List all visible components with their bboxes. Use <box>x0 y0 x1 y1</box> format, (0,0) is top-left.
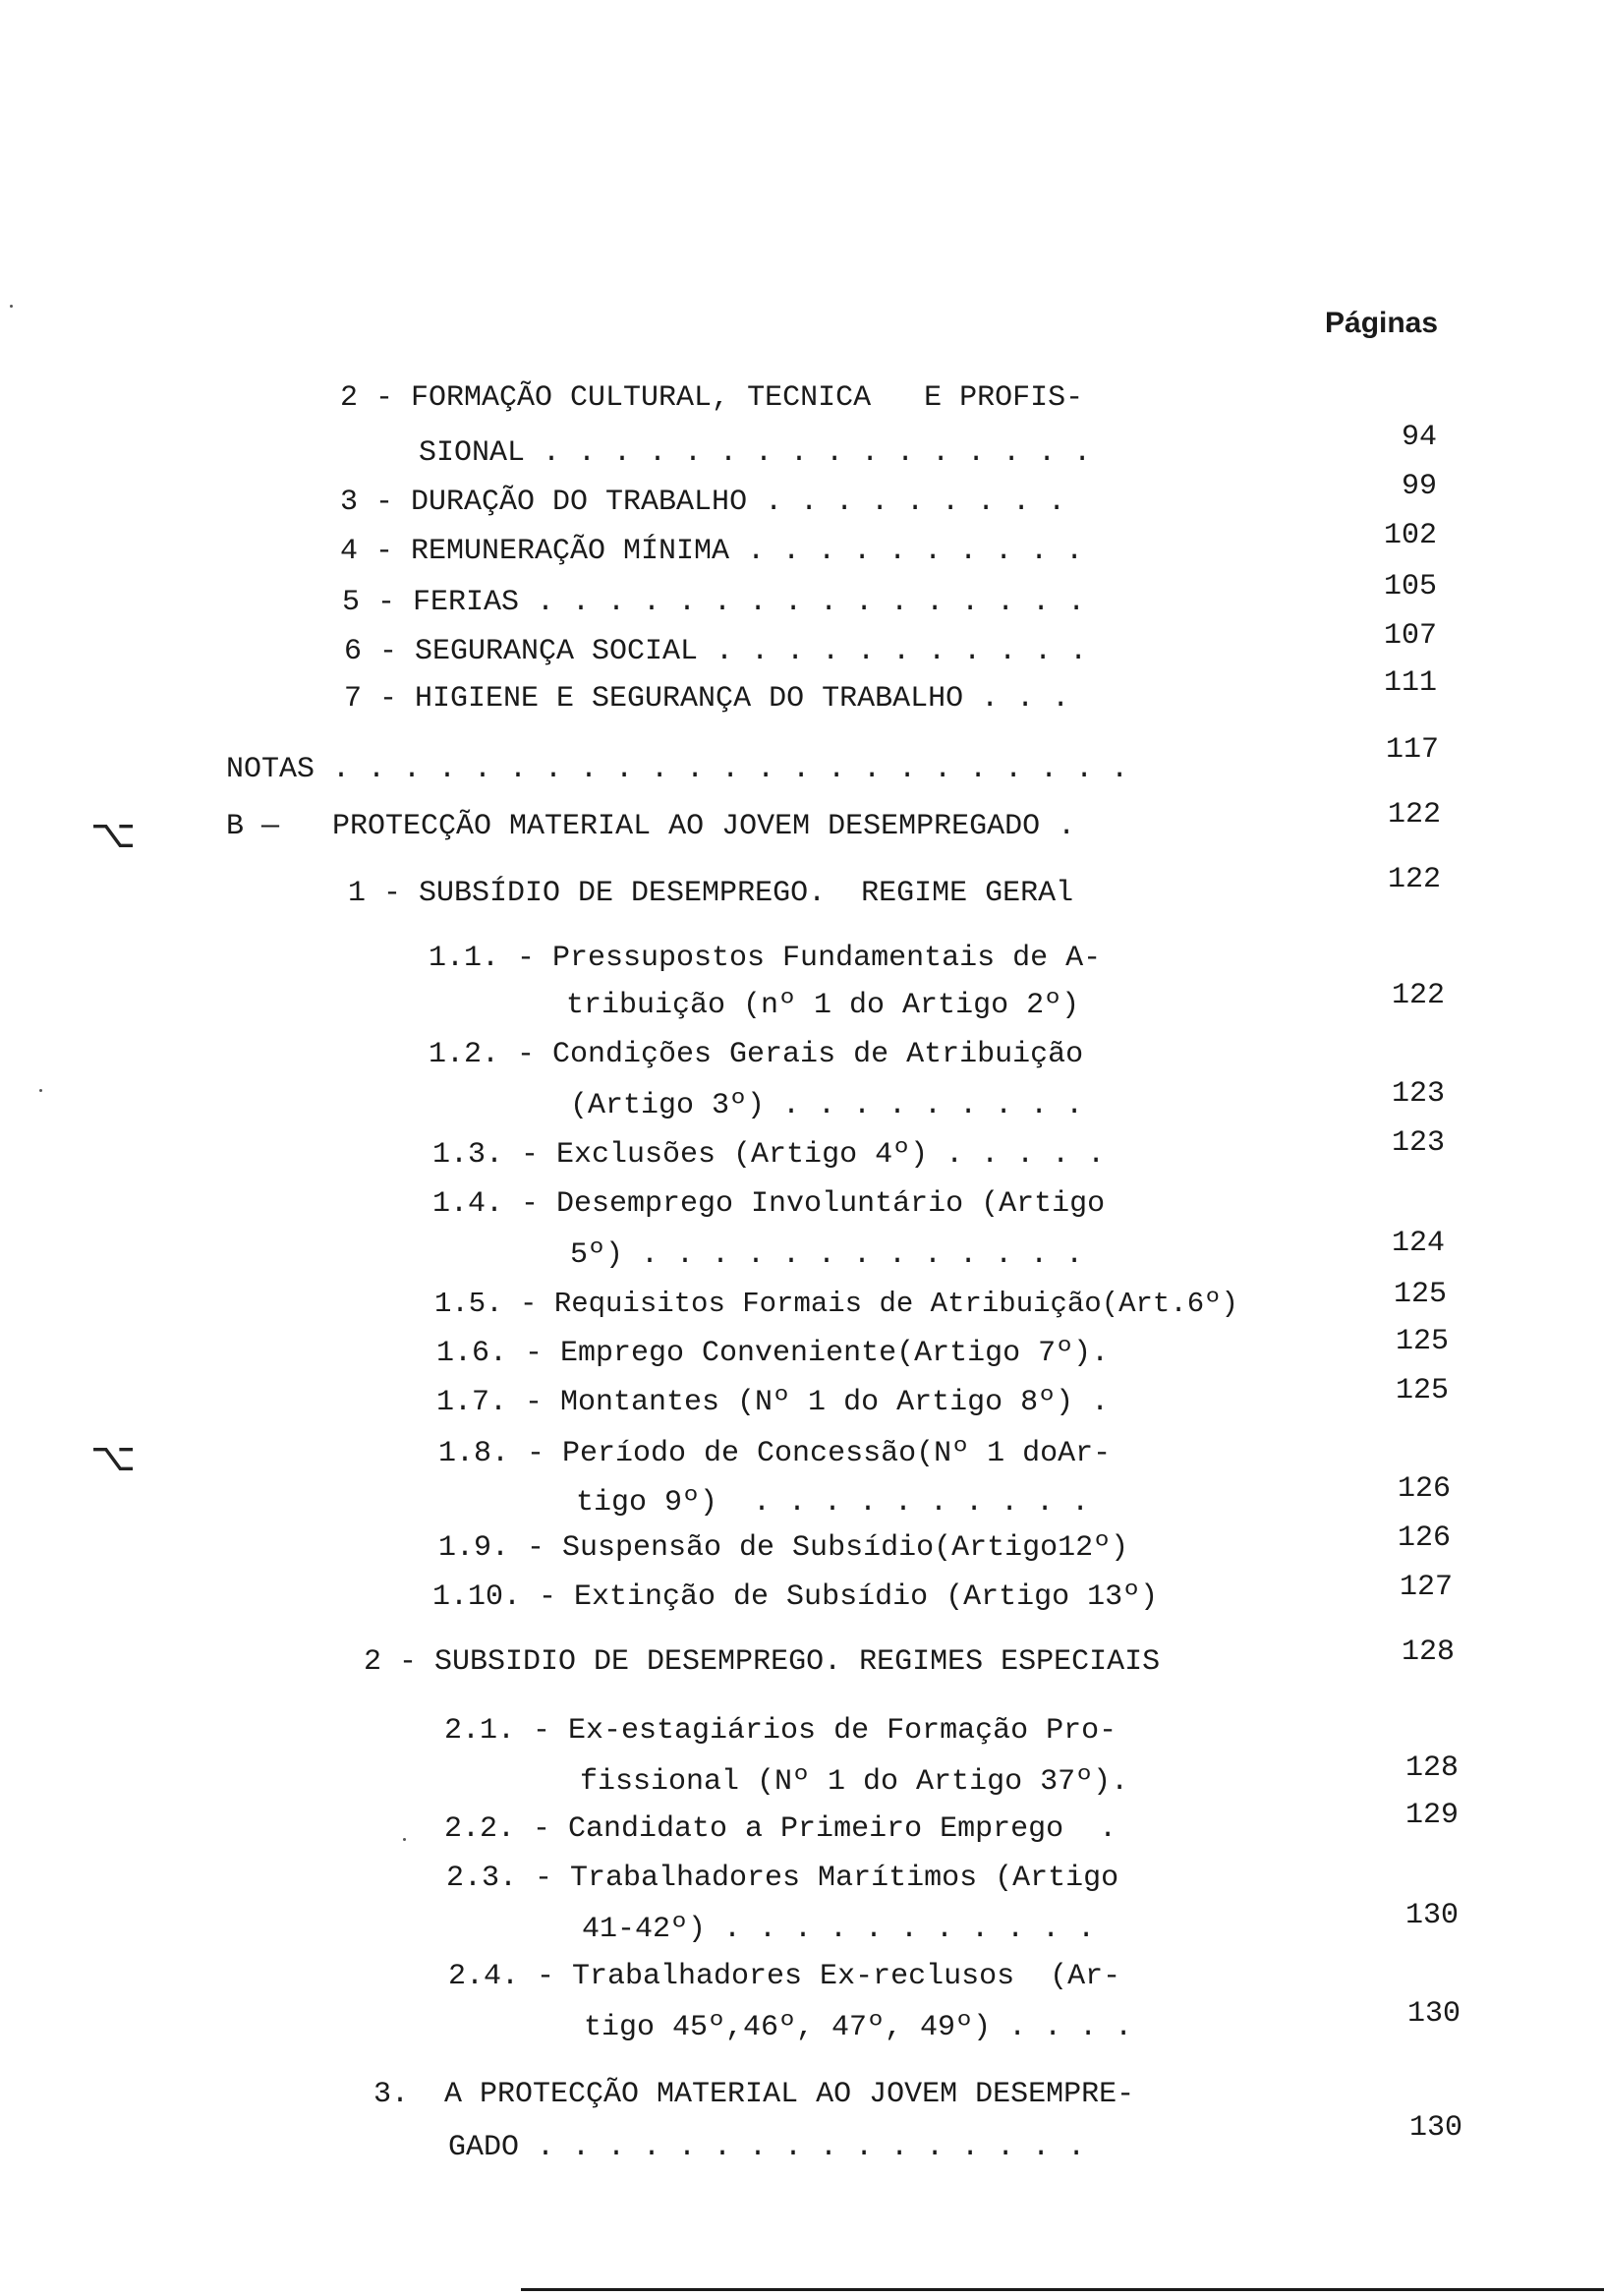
toc-entry-text: 1.1. - Pressupostos Fundamentais de A- <box>429 942 1102 975</box>
toc-entry-text: 3. A PROTECÇÃO MATERIAL AO JOVEM DESEMPRE- <box>373 2078 1135 2111</box>
toc-entry-text: 2.3. - Trabalhadores Marítimos (Artigo <box>446 1862 1119 1895</box>
toc-entry-text: 5º) . . . . . . . . . . . . . <box>570 1238 1084 1272</box>
toc-entry-text: 1.10. - Extinção de Subsídio (Artigo 13º) <box>432 1580 1159 1614</box>
toc-entry-page: 107 <box>1383 619 1437 653</box>
bottom-rule <box>521 2288 1604 2291</box>
toc-entry-text: 1.8. - Período de Concessão(Nº 1 doAr- <box>438 1437 1112 1470</box>
scan-speck <box>403 1838 406 1841</box>
toc-entry-page: 130 <box>1408 2111 1462 2145</box>
toc-entry-page: 126 <box>1397 1521 1451 1555</box>
toc-entry-page: 99 <box>1401 470 1437 503</box>
toc-entry-text: 2 - SUBSIDIO DE DESEMPREGO. REGIMES ESPECIAIS <box>364 1645 1161 1679</box>
toc-entry-page: 130 <box>1406 1997 1461 2031</box>
toc-entry-text: 7 - HIGIENE E SEGURANÇA DO TRABALHO . . . <box>344 682 1070 716</box>
toc-entry-text: fissional (Nº 1 do Artigo 37º). <box>580 1765 1129 1799</box>
toc-entry-text: 1.4. - Desemprego Involuntário (Artigo <box>432 1187 1106 1221</box>
toc-entry-text: tribuição (nº 1 do Artigo 2º) <box>566 989 1080 1022</box>
toc-entry-page: 102 <box>1383 519 1437 552</box>
toc-entry-text: SIONAL . . . . . . . . . . . . . . . . <box>419 436 1092 470</box>
toc-entry-text: 1.5. - Requisitos Formais de Atribuição(Art.6º) <box>434 1288 1238 1320</box>
toc-entry-page: 94 <box>1401 421 1437 454</box>
toc-entry-text: 1.7. - Montantes (Nº 1 do Artigo 8º) . <box>436 1386 1110 1419</box>
toc-entry-text: 2 - FORMAÇÃO CULTURAL, TECNICA E PROFIS- <box>340 381 1084 415</box>
toc-entry-page: 123 <box>1391 1077 1445 1111</box>
scan-speck <box>10 305 13 308</box>
toc-entry-page: 125 <box>1395 1325 1449 1358</box>
toc-entry-page: 105 <box>1383 570 1437 603</box>
margin-mark-icon: ⌥ <box>90 812 137 857</box>
toc-entry-page: 123 <box>1391 1126 1445 1160</box>
toc-entry-text: GADO . . . . . . . . . . . . . . . . <box>448 2131 1086 2164</box>
toc-entry-page: 125 <box>1393 1278 1447 1311</box>
scan-speck <box>39 1089 42 1092</box>
toc-entry-text: 1 - SUBSÍDIO DE DESEMPREGO. REGIME GERAl <box>348 877 1074 910</box>
toc-entry-page: 126 <box>1397 1472 1451 1506</box>
toc-entry-text: tigo 9º) . . . . . . . . . . <box>576 1486 1090 1520</box>
toc-entry-page: 122 <box>1387 798 1441 832</box>
toc-entry-text: 1.9. - Suspensão de Subsídio(Artigo12º) <box>438 1531 1129 1565</box>
toc-entry-page: 130 <box>1404 1899 1459 1932</box>
toc-entry-page: 117 <box>1385 733 1439 767</box>
toc-entry-text: B — PROTECÇÃO MATERIAL AO JOVEM DESEMPREGADO . <box>226 810 1076 843</box>
margin-mark-icon: ⌥ <box>90 1435 137 1480</box>
toc-entry-page: 127 <box>1399 1571 1453 1604</box>
toc-entry-page: 122 <box>1387 863 1441 896</box>
toc-entry-text: 2.4. - Trabalhadores Ex-reclusos (Ar- <box>448 1960 1121 1993</box>
toc-entry-text: 1.3. - Exclusões (Artigo 4º) . . . . . <box>432 1138 1106 1172</box>
toc-entry-page: 125 <box>1395 1374 1449 1407</box>
toc-entry-text: NOTAS . . . . . . . . . . . . . . . . . . . . . . . <box>226 753 1129 786</box>
toc-entry-text: 6 - SEGURANÇA SOCIAL . . . . . . . . . . . <box>344 635 1088 668</box>
toc-entry-text: 5 - FERIAS . . . . . . . . . . . . . . . . <box>342 586 1086 619</box>
toc-entry-page: 111 <box>1383 666 1437 700</box>
toc-entry-text: 3 - DURAÇÃO DO TRABALHO . . . . . . . . . <box>340 486 1066 519</box>
toc-entry-text: 1.6. - Emprego Conveniente(Artigo 7º). <box>436 1337 1110 1370</box>
toc-entry-page: 128 <box>1404 1751 1459 1785</box>
toc-entry-page: 129 <box>1404 1799 1459 1832</box>
toc-entry-text: 2.1. - Ex-estagiários de Formação Pro- <box>444 1714 1117 1748</box>
toc-entry-text: 4 - REMUNERAÇÃO MÍNIMA . . . . . . . . . . <box>340 535 1084 568</box>
paginas-header: Páginas <box>1325 307 1439 339</box>
toc-entry-page: 122 <box>1391 979 1445 1012</box>
toc-entry-text: 41-42º) . . . . . . . . . . . <box>582 1913 1096 1946</box>
toc-entry-page: 128 <box>1401 1636 1455 1669</box>
toc-entry-text: tigo 45º,46º, 47º, 49º) . . . . <box>584 2011 1133 2044</box>
toc-entry-page: 124 <box>1391 1227 1445 1260</box>
toc-entry-text: 1.2. - Condições Gerais de Atribuição <box>429 1038 1084 1071</box>
toc-entry-text: (Artigo 3º) . . . . . . . . . <box>570 1089 1084 1122</box>
toc-entry-text: 2.2. - Candidato a Primeiro Emprego . <box>444 1812 1117 1846</box>
